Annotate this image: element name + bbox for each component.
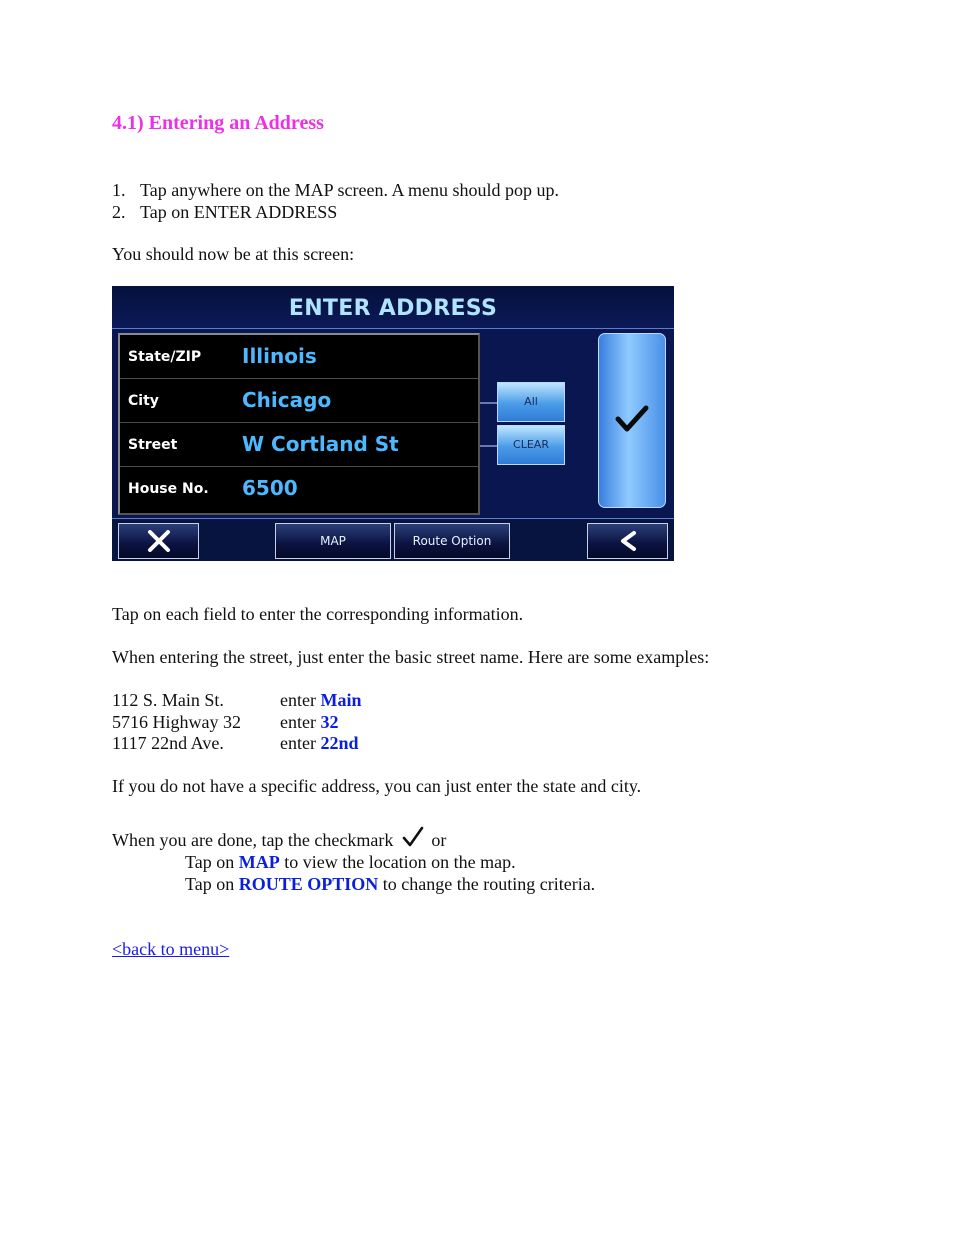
- checkmark-icon: [401, 826, 425, 848]
- example-address: 5716 Highway 32: [112, 712, 241, 732]
- close-icon: [147, 530, 171, 552]
- back-button[interactable]: [587, 523, 668, 559]
- map-option-line: [185, 851, 516, 873]
- example-prefix: enter: [280, 712, 316, 732]
- back-to-menu-link[interactable]: <back to menu>: [112, 939, 230, 959]
- fields-instruction: Tap on each field to enter the corresponding information.: [112, 604, 524, 624]
- step-text: Tap anywhere on the MAP screen. A menu should pop up.: [140, 180, 560, 200]
- field-value: 6500: [242, 476, 298, 500]
- option-suffix: to change the routing criteria.: [382, 874, 596, 894]
- option-suffix: to view the location on the map.: [284, 852, 516, 872]
- back-arrow-icon: [617, 530, 639, 552]
- field-label: House No.: [128, 481, 209, 497]
- connector-line: [480, 402, 498, 404]
- confirm-button[interactable]: [598, 333, 666, 508]
- section-heading: 4.1) Entering an Address: [112, 112, 324, 134]
- route-option-button[interactable]: Route Option: [394, 523, 510, 559]
- field-value: Illinois: [242, 344, 317, 368]
- field-value: W Cortland St: [242, 432, 399, 456]
- option-prefix: Tap on: [185, 874, 235, 894]
- example-address: 1117 22nd Ave.: [112, 733, 224, 753]
- step-text: Tap on ENTER ADDRESS: [140, 202, 338, 222]
- intro-text: You should now be at this screen:: [112, 244, 355, 264]
- street-instruction: When entering the street, just enter the basic street name. Here are some examples:: [112, 647, 710, 667]
- example-row: [112, 732, 359, 754]
- example-row: [112, 711, 338, 733]
- step-2: [112, 201, 337, 223]
- field-value: Chicago: [242, 388, 332, 412]
- field-label: City: [128, 393, 159, 409]
- route-option-line: [185, 873, 595, 895]
- field-street[interactable]: [120, 423, 478, 467]
- field-label: Street: [128, 437, 178, 453]
- step-number: 1.: [112, 180, 126, 200]
- field-house-no[interactable]: [120, 467, 478, 510]
- clear-button[interactable]: CLEAR: [497, 425, 565, 465]
- close-button[interactable]: [118, 523, 199, 559]
- all-button[interactable]: All: [497, 382, 565, 422]
- no-address-instruction: If you do not have a specific address, you can just enter the state and city.: [112, 776, 642, 796]
- checkmark-icon: [615, 404, 649, 434]
- done-text: When you are done, tap the checkmark: [112, 830, 394, 850]
- example-row: [112, 689, 362, 711]
- connector-line: [480, 445, 498, 447]
- field-city[interactable]: [120, 379, 478, 423]
- field-label: State/ZIP: [128, 349, 202, 365]
- example-prefix: enter: [280, 733, 316, 753]
- option-keyword: ROUTE OPTION: [238, 874, 379, 894]
- option-prefix: Tap on: [185, 852, 235, 872]
- option-keyword: MAP: [238, 852, 280, 872]
- step-1: [112, 179, 559, 201]
- done-instruction: [112, 826, 446, 851]
- bottom-toolbar: [112, 518, 674, 561]
- field-state-zip[interactable]: [120, 335, 478, 379]
- example-address: 112 S. Main St.: [112, 690, 224, 710]
- enter-address-screenshot: [112, 286, 674, 561]
- done-or: or: [431, 830, 447, 850]
- example-value: 32: [320, 712, 339, 732]
- example-prefix: enter: [280, 690, 316, 710]
- screen-title: ENTER ADDRESS: [112, 286, 674, 329]
- map-button[interactable]: MAP: [275, 523, 391, 559]
- example-value: Main: [320, 690, 362, 710]
- step-number: 2.: [112, 202, 126, 222]
- example-value: 22nd: [320, 733, 359, 753]
- address-fields-panel: [118, 333, 480, 515]
